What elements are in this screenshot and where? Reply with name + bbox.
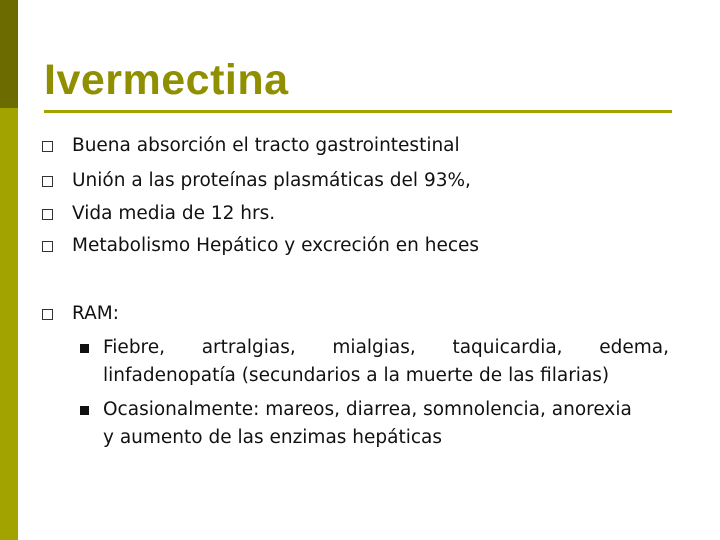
square-bullet-icon xyxy=(42,209,53,220)
bullet-text: Buena absorción el tracto gastrointestinal xyxy=(72,135,460,156)
title-underline xyxy=(44,110,672,113)
bullet-text: Metabolismo Hepático y excreción en heces xyxy=(72,235,480,256)
sub-bullet-line: linfadenopatía (secundarios a la muerte de las filarias) xyxy=(103,365,610,386)
sub-bullet-text xyxy=(103,334,669,390)
square-bullet-icon xyxy=(42,176,53,187)
filled-square-bullet-icon xyxy=(80,344,89,353)
sub-bullet-line: Ocasionalmente: mareos, diarrea, somnolencia, anorexia xyxy=(103,399,632,420)
sub-bullet-text xyxy=(103,396,669,452)
square-bullet-icon xyxy=(42,141,53,152)
slide-title: Ivermectina xyxy=(44,56,289,104)
bullet-text: Vida media de 12 hrs. xyxy=(72,203,276,224)
sub-bullet-line: y aumento de las enzimas hepáticas xyxy=(103,427,443,448)
accent-bar-bottom xyxy=(0,108,18,540)
sub-bullet-line: Fiebre, artralgias, mialgias, taquicardia, edema, xyxy=(103,337,669,358)
square-bullet-icon xyxy=(42,241,53,252)
square-bullet-icon xyxy=(42,309,53,320)
filled-square-bullet-icon xyxy=(80,406,89,415)
bullet-text: RAM: xyxy=(72,303,119,324)
bullet-text: Unión a las proteínas plasmáticas del 93%, xyxy=(72,170,471,191)
accent-bar-top xyxy=(0,0,18,108)
